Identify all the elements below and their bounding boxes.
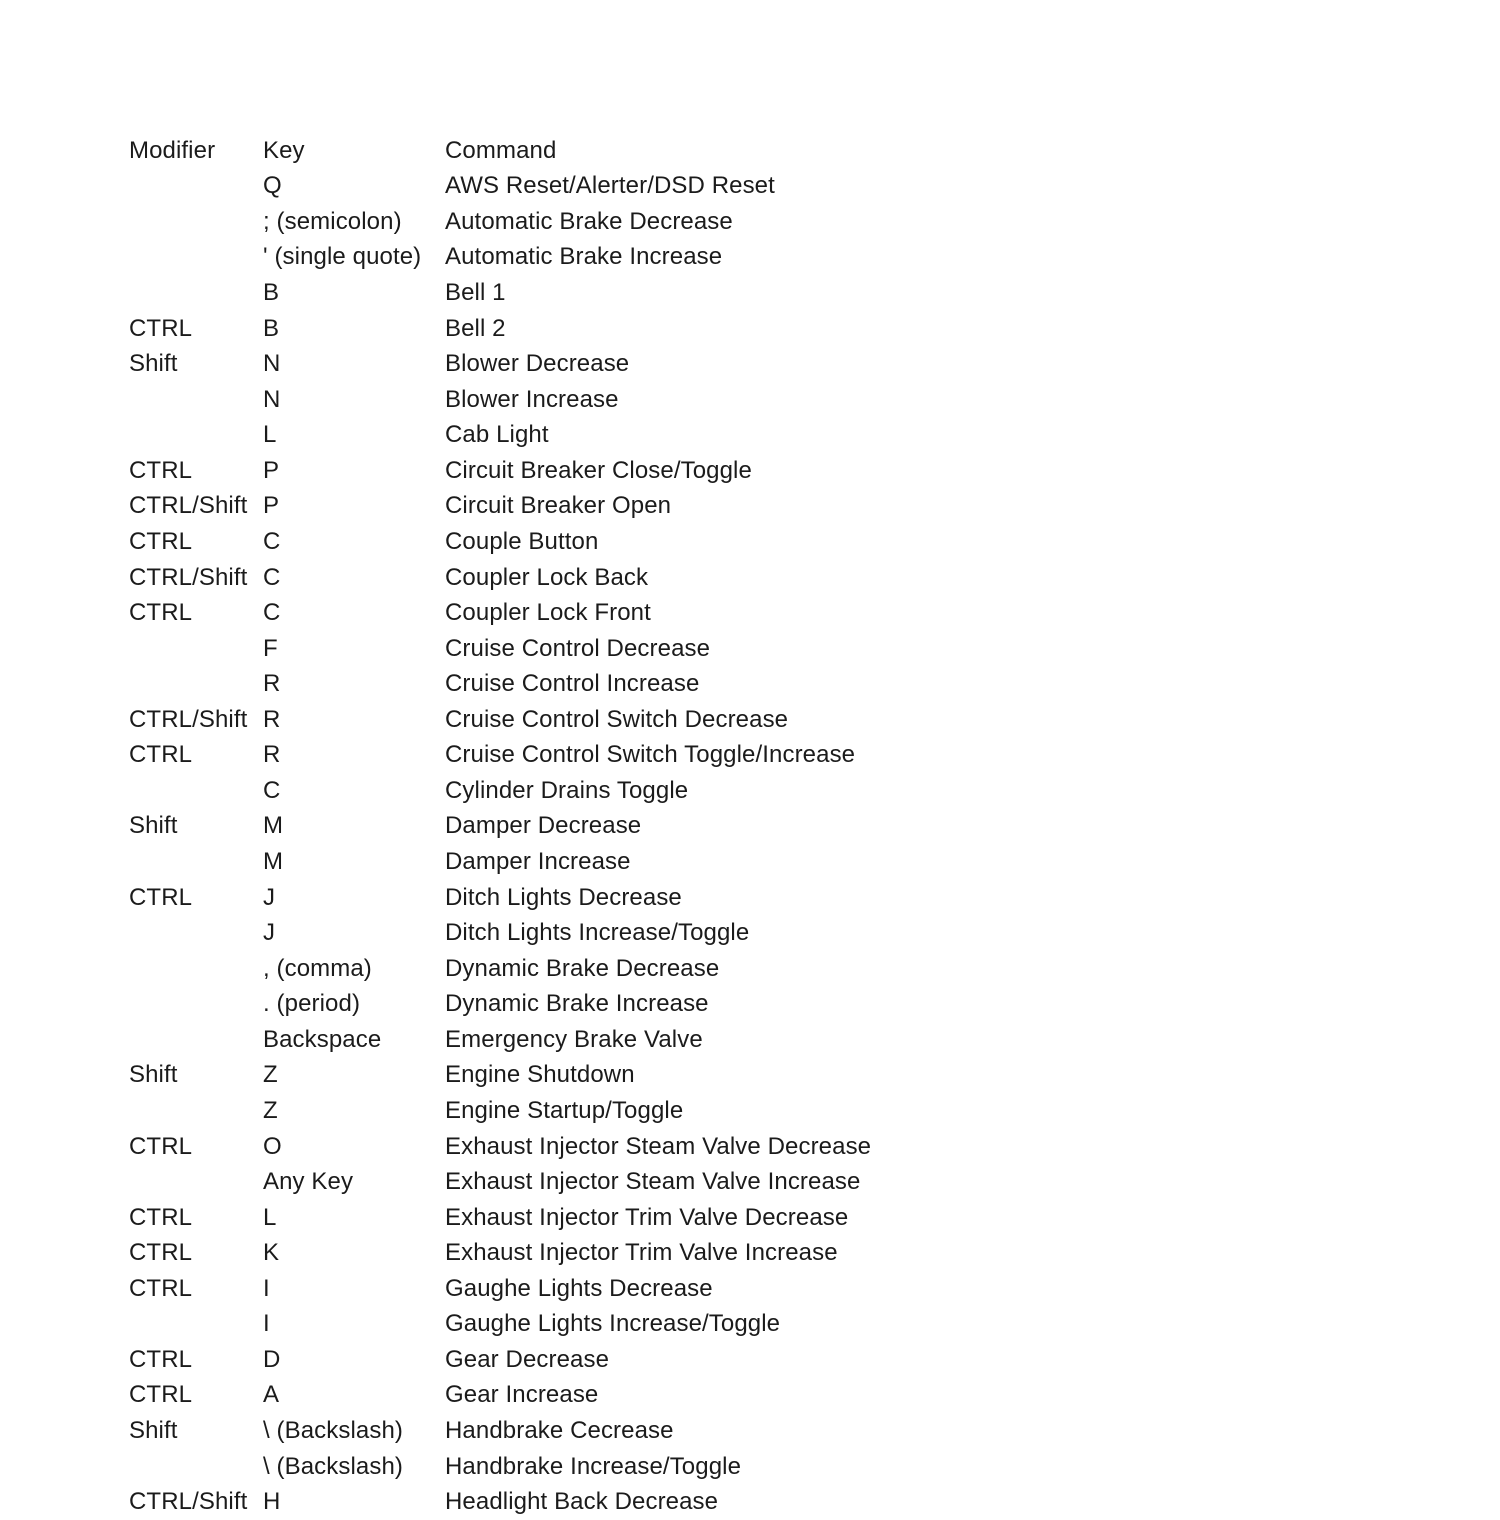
table-row — [129, 702, 871, 738]
table-row — [129, 311, 871, 347]
key-cell: J — [263, 883, 276, 911]
table-row — [129, 915, 871, 951]
command-cell: AWS Reset/Alerter/DSD Reset — [445, 172, 775, 200]
table-row — [129, 1200, 871, 1236]
modifier-cell: CTRL — [129, 883, 193, 911]
command-cell: Cab Light — [445, 421, 549, 449]
table-row — [129, 809, 871, 845]
key-cell: A — [263, 1381, 280, 1409]
table-row — [129, 275, 871, 311]
key-cell: P — [263, 456, 280, 484]
table-row — [129, 1484, 871, 1520]
modifier-cell: CTRL — [129, 1239, 193, 1267]
table-row — [129, 595, 871, 631]
column-header-modifier: Modifier — [129, 136, 216, 164]
command-cell: Gaughe Lights Decrease — [445, 1274, 713, 1302]
key-cell: H — [263, 1488, 281, 1516]
modifier-cell: CTRL — [129, 1345, 193, 1373]
table-row — [129, 1235, 871, 1271]
key-cell: R — [263, 670, 281, 698]
key-cell: M — [263, 812, 284, 840]
command-cell: Exhaust Injector Steam Valve Increase — [445, 1168, 861, 1196]
key-cell: Z — [263, 1061, 278, 1089]
modifier-cell: Shift — [129, 1061, 178, 1089]
command-cell: Gear Decrease — [445, 1345, 610, 1373]
key-cell: C — [263, 599, 281, 627]
keybinding-table — [129, 133, 871, 1520]
command-cell: Circuit Breaker Close/Toggle — [445, 456, 752, 484]
table-row — [129, 1058, 871, 1094]
table-row — [129, 453, 871, 489]
modifier-cell: CTRL — [129, 314, 193, 342]
key-cell: Any Key — [263, 1168, 354, 1196]
key-cell: R — [263, 741, 281, 769]
modifier-cell: Shift — [129, 812, 178, 840]
command-cell: Gaughe Lights Increase/Toggle — [445, 1310, 781, 1338]
command-cell: Blower Decrease — [445, 350, 630, 378]
table-row — [129, 169, 871, 205]
modifier-cell: CTRL — [129, 456, 193, 484]
command-cell: Ditch Lights Decrease — [445, 883, 682, 911]
key-cell: P — [263, 492, 280, 520]
key-cell: . (period) — [263, 990, 361, 1018]
command-cell: Dynamic Brake Increase — [445, 990, 709, 1018]
command-cell: Exhaust Injector Trim Valve Increase — [445, 1239, 838, 1267]
command-cell: Damper Decrease — [445, 812, 642, 840]
key-cell: B — [263, 279, 280, 307]
key-cell: M — [263, 848, 284, 876]
command-cell: Automatic Brake Decrease — [445, 207, 733, 235]
key-cell: , (comma) — [263, 954, 372, 982]
table-row — [129, 666, 871, 702]
command-cell: Gear Increase — [445, 1381, 599, 1409]
key-cell: \ (Backslash) — [263, 1417, 404, 1445]
table-row — [129, 489, 871, 525]
key-cell: Backspace — [263, 1025, 382, 1053]
table-row — [129, 1307, 871, 1343]
key-cell: I — [263, 1310, 270, 1338]
command-cell: Handbrake Cecrease — [445, 1417, 674, 1445]
key-cell: K — [263, 1239, 280, 1267]
table-row — [129, 1022, 871, 1058]
table-row — [129, 1093, 871, 1129]
key-cell: N — [263, 385, 281, 413]
table-row — [129, 987, 871, 1023]
command-cell: Exhaust Injector Steam Valve Decrease — [445, 1132, 872, 1160]
modifier-cell: CTRL/Shift — [129, 1488, 248, 1516]
key-cell: ; (semicolon) — [263, 207, 402, 235]
modifier-cell: Shift — [129, 1417, 178, 1445]
modifier-cell: CTRL — [129, 1274, 193, 1302]
key-cell: L — [263, 421, 277, 449]
key-cell: F — [263, 634, 278, 662]
modifier-cell: Shift — [129, 350, 178, 378]
table-row — [129, 1449, 871, 1485]
column-header-key: Key — [263, 136, 305, 164]
key-cell: O — [263, 1132, 282, 1160]
key-cell: ' (single quote) — [263, 243, 422, 271]
table-row — [129, 524, 871, 560]
key-cell: R — [263, 705, 281, 733]
modifier-cell: CTRL/Shift — [129, 492, 248, 520]
command-cell: Coupler Lock Back — [445, 563, 649, 591]
table-row — [129, 880, 871, 916]
table-row — [129, 240, 871, 276]
command-cell: Emergency Brake Valve — [445, 1025, 703, 1053]
command-cell: Handbrake Increase/Toggle — [445, 1452, 742, 1480]
modifier-cell: CTRL — [129, 1132, 193, 1160]
command-cell: Blower Increase — [445, 385, 619, 413]
command-cell: Dynamic Brake Decrease — [445, 954, 720, 982]
command-cell: Cruise Control Decrease — [445, 634, 711, 662]
table-row — [129, 1271, 871, 1307]
table-row — [129, 204, 871, 240]
key-cell: D — [263, 1345, 281, 1373]
table-row — [129, 1164, 871, 1200]
key-cell: I — [263, 1274, 270, 1302]
command-cell: Coupler Lock Front — [445, 599, 651, 627]
modifier-cell: CTRL — [129, 1381, 193, 1409]
table-row — [129, 1129, 871, 1165]
key-cell: N — [263, 350, 281, 378]
command-cell: Engine Shutdown — [445, 1061, 635, 1089]
key-cell: C — [263, 776, 281, 804]
command-cell: Damper Increase — [445, 848, 631, 876]
key-cell: J — [263, 919, 276, 947]
modifier-cell: CTRL/Shift — [129, 563, 248, 591]
key-cell: L — [263, 1203, 277, 1231]
key-cell: C — [263, 527, 281, 555]
key-cell: \ (Backslash) — [263, 1452, 404, 1480]
table-row — [129, 1413, 871, 1449]
modifier-cell: CTRL/Shift — [129, 705, 248, 733]
command-cell: Headlight Back Decrease — [445, 1488, 719, 1516]
column-header-command: Command — [445, 136, 557, 164]
modifier-cell: CTRL — [129, 527, 193, 555]
command-cell: Cruise Control Switch Decrease — [445, 705, 789, 733]
table-row — [129, 346, 871, 382]
modifier-cell: CTRL — [129, 1203, 193, 1231]
key-cell: Z — [263, 1096, 278, 1124]
table-row — [129, 1342, 871, 1378]
command-cell: Cruise Control Increase — [445, 670, 700, 698]
command-cell: Cruise Control Switch Toggle/Increase — [445, 741, 856, 769]
key-cell: Q — [263, 172, 282, 200]
command-cell: Cylinder Drains Toggle — [445, 776, 689, 804]
table-row — [129, 773, 871, 809]
modifier-cell: CTRL — [129, 599, 193, 627]
command-cell: Automatic Brake Increase — [445, 243, 723, 271]
command-cell: Exhaust Injector Trim Valve Decrease — [445, 1203, 849, 1231]
command-cell: Engine Startup/Toggle — [445, 1096, 684, 1124]
command-cell: Circuit Breaker Open — [445, 492, 672, 520]
key-cell: B — [263, 314, 280, 342]
table-row — [129, 1378, 871, 1414]
table-row — [129, 418, 871, 454]
command-cell: Ditch Lights Increase/Toggle — [445, 919, 750, 947]
command-cell: Couple Button — [445, 527, 599, 555]
table-header-row — [129, 133, 871, 169]
table-row — [129, 560, 871, 596]
table-row — [129, 844, 871, 880]
key-cell: C — [263, 563, 281, 591]
table-row — [129, 951, 871, 987]
command-cell: Bell 1 — [445, 279, 506, 307]
table-row — [129, 738, 871, 774]
table-row — [129, 382, 871, 418]
table-row — [129, 631, 871, 667]
command-cell: Bell 2 — [445, 314, 506, 342]
modifier-cell: CTRL — [129, 741, 193, 769]
